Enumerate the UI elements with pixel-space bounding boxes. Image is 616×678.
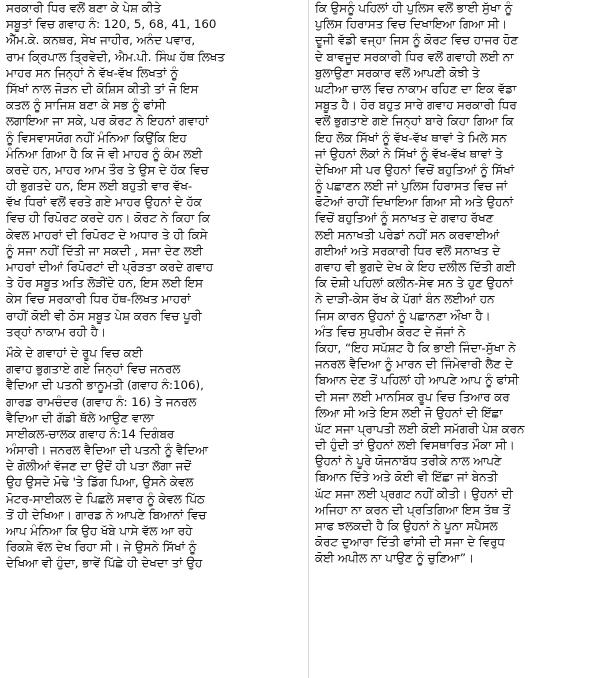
left-column: [6, 0, 302, 678]
text-line: ਦੇ ਗੋਲੀਆਂ ਵੱਜਣ ਦਾ ਉਦੋਂ ਹੀ ਪਤਾ ਲੱਗਾ ਜਦੋਂ: [6, 459, 192, 474]
text-line: ਲਗਾਇਆ ਜਾ ਸਕੇ, ਪਰ ਕੋਰਟ ਨੇ ਇਹਨਾਂ ਗਵਾਹਾਂ: [6, 114, 209, 129]
text-line: ਐੱਮ.ਕੇ. ਕਨਥਰ, ਸੇਖ ਜਾਹੀਰ, ਅਨੰਦ ਪਵਾਰ,: [6, 33, 196, 48]
text-line: ਸਰਕਾਰੀ ਧਿਰ ਵਲੋਂ ਬਣਾ ਕੇ ਪੇਸ਼ ਕੀਤੇ: [6, 1, 161, 15]
text-line: ਹੀ ਭੁਗਤਦੇ ਹਨ, ਇਸ ਲਈ ਬਹੁਤੀ ਵਾਰ ਵੱਖ-: [6, 179, 193, 194]
text-line: ਸਿੱਖਾਂ ਨਾਲ ਜੋੜਨ ਦੀ ਕੋਸ਼ਿਸ ਕੀਤੀ ਤਾਂ ਜੋ ਇਸ: [6, 81, 199, 96]
text-line: ਜਾਂ ਉਹਨਾਂ ਲੋਕਾਂ ਨੇ ਸਿੱਖਾਂ ਨੂੰ ਵੱਖ-ਵੱਖ ਥਾਵਾਂ ਤੇ: [315, 146, 503, 161]
text-line: ਘਟੀਆ ਚਾਲ ਵਿਚ ਨਾਕਾਮ ਰਹਿਣ ਦਾ ਇਕ ਵੱਡਾ: [315, 81, 517, 96]
text-line: ਗਾਰਡ ਰਾਮਚੰਦਰ (ਗਵਾਹ ਨੰ: 16) ਤੇ ਜਨਰਲ: [6, 394, 197, 409]
text-line: ਲਈ ਸਨਾਖਤੀ ਪਰੇਡਾਂ ਨਹੀਂ ਸਨ ਕਰਵਾਈਆਂ: [315, 227, 500, 242]
text-line: ਨੂੰ ਵਿਸਵਾਸਯੋਗ ਨਹੀਂ ਮੰਨਿਆ ਕਿਉਂਕਿ ਇਹ: [6, 130, 187, 145]
text-line: ਰਿਕਸ਼ੇ ਵੱਲ ਦੇਖ ਰਿਹਾ ਸੀ। ਜੇ ਉਸਨੇ ਸਿੱਖਾਂ ਨੂੰ: [6, 540, 197, 555]
text-line: ਪੁਲਿਸ ਹਿਰਾਸਤ ਵਿਚ ਦਿਖਾਇਆ ਗਿਆ ਸੀ।: [315, 17, 508, 32]
text-line: ਬੁਲਾਉਣਾ ਸਰਕਾਰ ਵਲੋਂ ਆਪਣੀ ਕੋਝੀ ਤੇ: [315, 65, 480, 80]
text-line: ਰਾਮ ਕ੍ਰਿਪਾਲ ਤ੍ਰਿਵੇਦੀ, ਐਮ.ਪੀ. ਸਿੰਘ ਹੱਥ ਲਿਖਤ: [6, 49, 225, 64]
text-line: ਮੋਟਰ-ਸਾਈਕਲ ਦੇ ਪਿਛਲੇ ਸਵਾਰ ਨੂੰ ਕੇਵਲ ਪਿੱਠ: [6, 491, 205, 506]
text-line: ਗਵਾਹ ਭੁਗਤਾਏ ਗਏ ਜਿਨ੍ਹਾਂ ਵਿਚ ਜਨਰਲ: [6, 362, 181, 377]
text-line: ਮਾਹਰ ਸਨ ਜਿਨ੍ਹਾਂ ਨੇ ਵੱਖ-ਵੱਖ ਲਿਖਤਾਂ ਨੂੰ: [6, 65, 179, 80]
text-line: ਬਿਆਨ ਦਿੱਤੇ ਅਤੇ ਕੋਈ ਵੀ ਇੱਛਾ ਜਾਂ ਬੇਨਤੀ: [315, 470, 498, 485]
text-line: ਵਿਚੋਂ ਬਹੁਤਿਆਂ ਨੂੰ ਸਨਾਖਤ ਦੇ ਗਵਾਹ ਰੱਖਣ: [315, 211, 494, 226]
text-line: ਮਾਹਰਾਂ ਦੀਆਂ ਰਿਪੋਰਟਾਂ ਦੀ ਪ੍ਰੋੜਤਾ ਕਰਦੇ ਗਵਾਹ: [6, 260, 213, 274]
text-line: ਉਹਨਾਂ ਨੇ ਪੂਰੇ ਯੋਜਨਾਬੱਧ ਤਰੀਕੇ ਨਾਲ ਆਪਣੇ: [315, 454, 502, 469]
text-line: ਗਈਆਂ ਅਤੇ ਸਰਕਾਰੀ ਧਿਰ ਵਲੋਂ ਸਨਾਖਤ ਦੇ: [315, 243, 501, 258]
text-line: ਕਰਦੇ ਹਨ, ਮਾਹਰ ਆਮ ਤੌਰ ਤੇ ਉਸ ਦੇ ਹੱਕ ਵਿਚ: [6, 162, 209, 177]
text-line: ਵਲੋਂ ਭੁਗਤਾਏ ਗਏ ਜਿਨ੍ਹਾਂ ਬਾਰੇ ਕਿਹਾ ਗਿਆ ਕਿ: [315, 114, 514, 129]
text-line: ਵੈਦਿਆ ਦੀ ਪਤਨੀ ਭਾਨੂਮਤੀ (ਗਵਾਹ ਨੰ:106),: [6, 378, 204, 393]
text-line: ਘੱਟ ਸਜਾ ਪ੍ਰਾਪਤੀ ਲਈ ਕੋਈ ਸਮੱਗਰੀ ਪੇਸ਼ ਕਰਨ: [315, 421, 525, 436]
text-line: ਬਿਆਨ ਦੇਣ ਤੋਂ ਪਹਿਲਾਂ ਹੀ ਆਪਣੇ ਆਪ ਨੂੰ ਫਾਂਸੀ: [315, 373, 519, 388]
text-line: ਗਵਾਹ ਵੀ ਭੁਗਦੇ ਦੇਖ ਕੇ ਇਹ ਦਲੀਲ ਦਿੱਤੀ ਗਈ: [315, 260, 516, 274]
text-line: ਕੋਰਟ ਦੁਆਰਾ ਦਿੱਤੀ ਫਾਂਸੀ ਦੀ ਸਜਾ ਦੇ ਵਿਰੁਧ: [315, 535, 505, 550]
text-line: ਵਿਚ ਹੀ ਰਿਪੋਰਟ ਕਰਦੇ ਹਨ। ਕੋਰਟ ਨੇ ਕਿਹਾ ਕਿ: [6, 211, 210, 226]
text-line: ਲਿਆ ਸੀ ਅਤੇ ਇਸ ਲਈ ਜੋ ਉਹਨਾਂ ਦੀ ਇੱਛਾ: [315, 405, 503, 420]
text-line: ਸਾਫ ਝਲਕਦੀ ਹੈ ਕਿ ਉਹਨਾਂ ਨੇ ਪੂਨਾ ਸਪੈਸਲ: [315, 519, 498, 533]
text-line: ਦੇਖਿਆ ਸੀ ਪਰ ਉਹਨਾਂ ਵਿਚੋਂ ਬਹੁਤਿਆਂ ਨੂੰ ਸਿੱਖਾਂ: [315, 162, 515, 177]
text-line: ਮੰਨਿਆ ਗਿਆ ਹੈ ਕਿ ਜੋ ਵੀ ਮਾਹਰ ਨੂੰ ਕੰਮ ਲਈ: [6, 146, 203, 161]
text-line: ਘੱਟ ਸਜਾ ਲਈ ਪ੍ਰਗਟ ਨਹੀਂ ਕੀਤੀ। ਉਹਨਾਂ ਦੀ: [315, 486, 513, 501]
text-line: ਜਨਰਲ ਵੈਦਿਆ ਨੂੰ ਮਾਰਨ ਦੀ ਜਿੰਮੇਵਾਰੀ ਲੈਣ ਦੇ: [315, 357, 513, 372]
text-line: ਦੇ ਬਾਵਜੂਦ ਸਰਕਾਰੀ ਧਿਰ ਵਲੋਂ ਗਵਾਹੀ ਲਈ ਨਾ: [315, 49, 514, 64]
text-line: ਤੋਂ ਹੀ ਦੇਖਿਆ। ਗਾਰਡ ਨੇ ਆਪਣੇ ਬਿਆਨਾਂ ਵਿਚ: [6, 507, 207, 522]
text-line: ਕਿ ਉਸਨੂੰ ਪਹਿਲਾਂ ਹੀ ਪੁਲਿਸ ਵਲੋਂ ਭਾਈ ਸੁੱਖਾ ਨੂੰ: [315, 1, 513, 15]
text-line: ਤੇ ਹੋਰ ਸਬੂਤ ਅਤਿ ਲੋੜੀਂਦੇ ਹਨ, ਇਸ ਲਈ ਇਸ: [6, 276, 203, 291]
text-line: ਸਬੂਤਾਂ ਵਿਚ ਗਵਾਹ ਨੰ: 120, 5, 68, 41, 160: [6, 17, 217, 32]
text-line: ਨੇ ਦਾੜੀ-ਕੇਸ ਰੱਖ ਕੇ ਪੱਗਾਂ ਬੰਨ ਲਈਆਂ ਹਨ: [315, 292, 495, 307]
text-line: ਕਤਲ ਨੂੰ ਸਾਜਿਸ਼ ਬਣਾ ਕੇ ਸਭ ਨੂੰ ਫਾਂਸੀ: [6, 98, 166, 113]
text-line: ਸਾਈਕਲ-ਚਾਲਕ ਗਵਾਹ ਨੰ:14 ਦਿਗੰਬਰ: [6, 426, 175, 441]
text-line: ਅੰਸਾਰੀ। ਜਨਰਲ ਵੈਦਿਆ ਦੀ ਪਤਨੀ ਨੂੰ ਵੈਦਿਆ: [6, 443, 208, 458]
text-line: ਕੋਈ ਅਪੀਲ ਨਾ ਪਾਉਣ ਨੂੰ ਚੁਣਿਆ”।: [315, 551, 474, 566]
text-line: ਮੌਕੇ ਦੇ ਗਵਾਹਾਂ ਦੇ ਰੂਪ ਵਿਚ ਕਈ: [6, 345, 143, 360]
text-line: ਤਰ੍ਹਾਂ ਨਾਕਾਮ ਰਹੀ ਹੈ।: [6, 324, 106, 339]
text-line: ਅੰਤ ਵਿਚ ਸੁਪਰੀਮ ਕੋਰਟ ਦੇ ਜੱਜਾਂ ਨੇ: [315, 324, 466, 339]
text-line: ਵੱਖ ਧਿਰਾਂ ਵਲੋਂ ਵਰਤੇ ਗਏ ਮਾਹਰ ਉਹਨਾਂ ਦੇ ਹੱਕ: [6, 195, 202, 210]
text-line: ਜਿਸ ਕਾਰਨ ਉਹਨਾਂ ਨੂੰ ਪਛਾਨਣਾ ਔਖਾ ਹੈ।: [315, 308, 491, 323]
text-line: ਕੇਸ ਵਿਚ ਸਰਕਾਰੀ ਧਿਰ ਹੱਥ-ਲਿਖਤ ਮਾਹਰਾਂ: [6, 292, 191, 307]
text-line: ਉਹ ਉਸਦੇ ਮੋਢੇ 'ਤੇ ਡਿੱਗ ਪਿਆ, ਉਸਨੇ ਕੇਵਲ: [6, 475, 194, 490]
text-line: ਨੂੰ ਸਜਾ ਨਹੀਂ ਦਿੱਤੀ ਜਾ ਸਕਦੀ , ਸਜਾ ਦੇਣ ਲਈ: [6, 243, 203, 258]
text-line: ਵੈਦਿਆ ਦੀ ਗੱਡੀ ਥੱਲੇ ਆਉਣ ਵਾਲਾ: [6, 410, 154, 425]
text-line: ਰਾਹੀਂ ਕੋਈ ਵੀ ਠੋਸ ਸਬੂਤ ਪੇਸ਼ ਕਰਨ ਵਿਚ ਪੂਰੀ: [6, 308, 202, 323]
text-line: ਇਹ ਲੋਕ ਸਿੱਖਾਂ ਨੂੰ ਵੱਖ-ਵੱਖ ਥਾਵਾਂ ਤੇ ਮਿਲੇ ਸਨ: [315, 130, 507, 145]
column-divider: [308, 0, 309, 678]
text-line: ਕਿਹਾ, “ਇਹ ਸਪੱਸ਼ਟ ਹੈ ਕਿ ਭਾਈ ਜਿੰਦਾ-ਸੁੱਖਾ ਨੇ: [315, 340, 516, 355]
text-line: ਨੂੰ ਪਛਾਣਨ ਲਈ ਜਾਂ ਪੁਲਿਸ ਹਿਰਾਸਤ ਵਿਚ ਜਾਂ: [315, 179, 508, 194]
text-line: ਦੂਜੀ ਵੱਡੀ ਵਜ੍ਹਾ ਜਿਸ ਨੂੰ ਕੋਰਟ ਵਿਚ ਹਾਜਰ ਹੋਣ: [315, 33, 519, 48]
text-line: ਆਪ ਮੰਨਿਆ ਕਿ ਉਹ ਖੱਬੇ ਪਾਸੇ ਵੱਲ ਆ ਰਹੇ: [6, 524, 193, 538]
text-line: ਦੀ ਹੁੰਦੀ ਤਾਂ ਉਹਨਾਂ ਲਈ ਵਿਸਥਾਰਿਤ ਮੌਕਾ ਸੀ।: [315, 438, 515, 453]
text-line: ਕਿ ਦੋਸ਼ੀ ਪਹਿਲਾਂ ਕਲੀਨ-ਸੇਵ ਸਨ ਤੇ ਹੁਣ ਉਹਨਾਂ: [315, 276, 513, 291]
text-line: ਦੇਖਿਆ ਵੀ ਹੁੰਦਾ, ਭਾਵੇਂ ਪਿੱਛੇ ਹੀ ਦੇਖਦਾ ਤਾਂ ਉਹ: [6, 556, 203, 571]
text-line: ਕੇਵਲ ਮਾਹਰਾਂ ਦੀ ਰਿਪੋਰਟ ਦੇ ਅਧਾਰ ਤੇ ਹੀ ਕਿਸੇ: [6, 227, 208, 242]
text-line: ਦੀ ਸਜਾ ਲਈ ਮਾਨਸਿਕ ਰੂਪ ਵਿਚ ਤਿਆਰ ਕਰ: [315, 389, 510, 404]
text-line: ਸਬੂਤ ਹੈ। ਹੋਰ ਬਹੁਤ ਸਾਰੇ ਗਵਾਹ ਸਰਕਾਰੀ ਧਿਰ: [315, 98, 517, 113]
right-column: [315, 0, 611, 678]
text-line: ਅਜਿਹਾ ਨਾ ਕਰਨ ਦੀ ਪ੍ਰਤਿਗਿਆ ਇਸ ਤੱਥ ਤੋਂ: [315, 502, 511, 517]
text-line: ਫੋਟੋਆਂ ਰਾਹੀਂ ਦਿਖਾਇਆ ਗਿਆ ਸੀ ਅਤੇ ਉਹਨਾਂ: [315, 195, 514, 210]
